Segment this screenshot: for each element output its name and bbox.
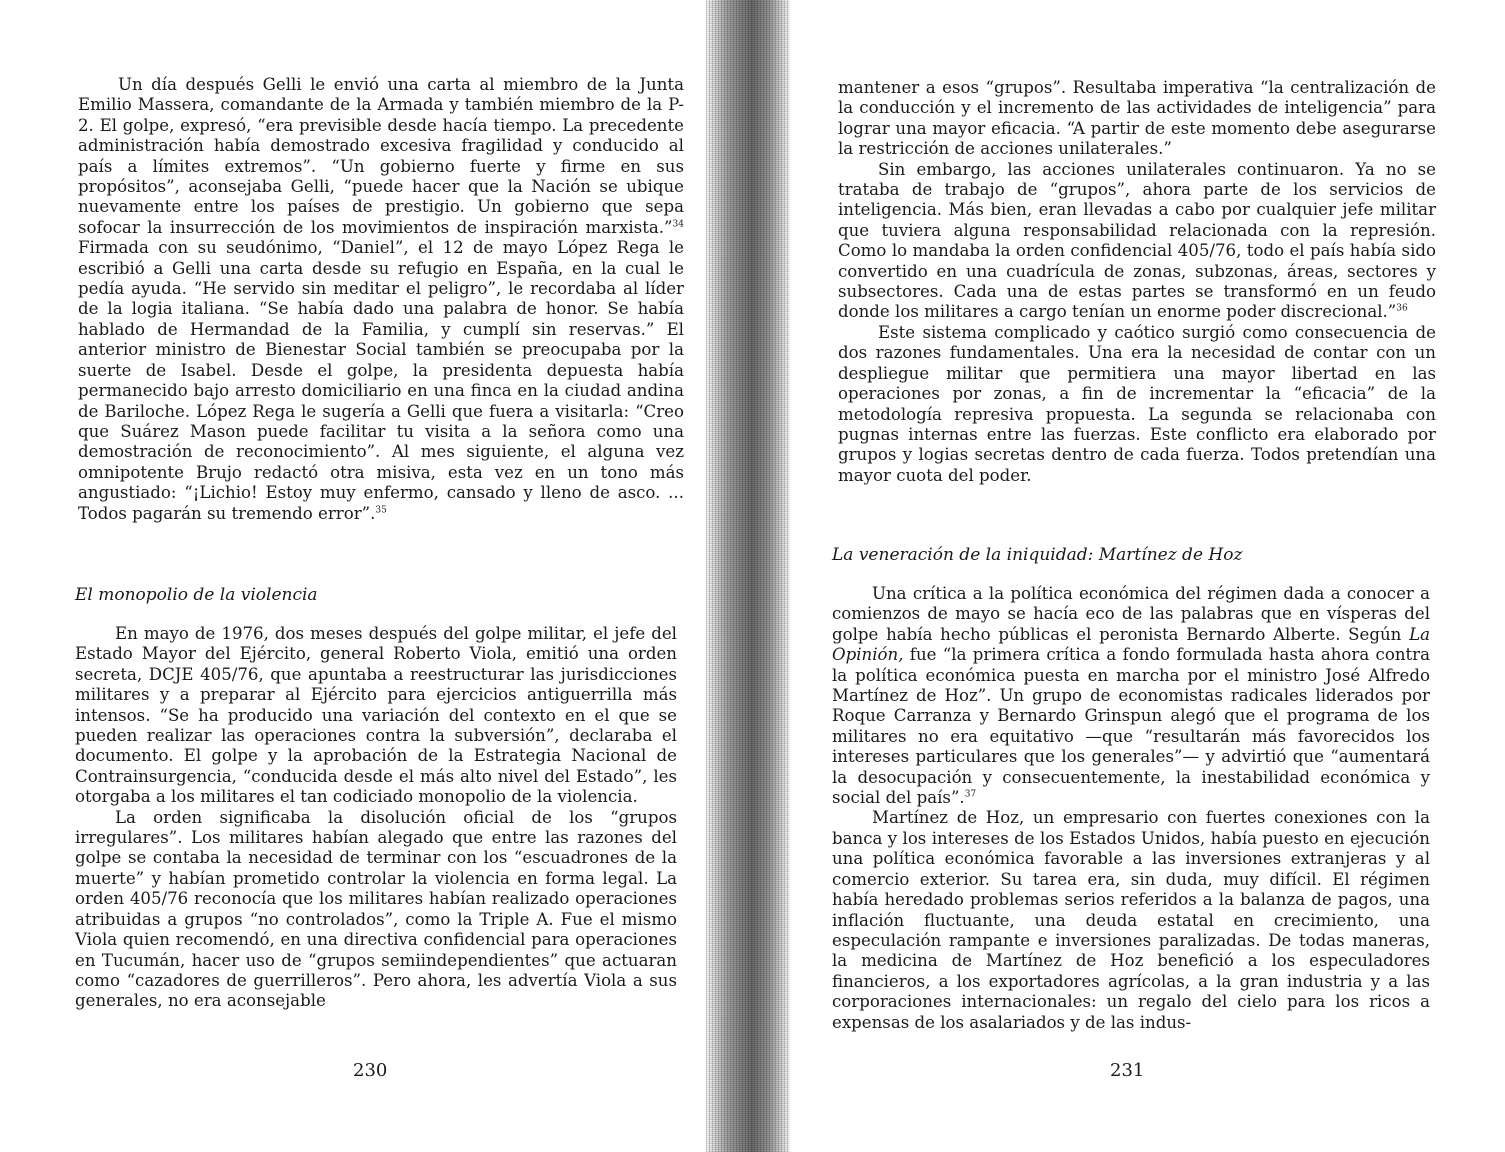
left-page-top-text [78,75,684,524]
footnote-ref-36: 36 [1396,303,1408,314]
footnote-ref-37: 37 [964,789,977,800]
left-paragraph-1-part-a: Un día después Gelli le envió una carta al miembro de la Junta Emilio Massera, comandante de la Armada y también miembro de la P-2. El golpe, expresó, “era previsible desde hacía tiempo. La precedente administración había demostrado excesiva fragilidad y conducido al país a límites extremos”. “Un gobierno fuerte y firme en sus propósitos”, aconsejaba Gelli, “puede hacer que la Nación se ubique nuevamente entre los países de prestigio. Un gobierno que sepa sofocar la insurrección de los movimientos de inspiración marxista.” [78,75,684,237]
newspaper-title-la-opinion: La Opinión, [832,624,1430,665]
right-paragraph-4 [832,584,1430,808]
right-paragraph-3: Este sistema complicado y caótico surgió como consecuencia de dos razones fundamentales. Una era la necesidad de contar con un despliegue militar que permitiera una mayor libertad en las operaciones por zonas, a fin de incrementar la “eficacia” de la metodología represiva propuesta. La segunda se relacionaba con pugnas internas entre las fuerzas. Este conflicto era elaborado por grupos y logias secretas dentro de cada fuerza. Todos pretendían una mayor cuota del poder. [838,322,1436,485]
left-page-bottom-text [75,624,677,1012]
footnote-ref-35: 35 [375,505,387,515]
page-number-right: 231 [1110,1060,1145,1081]
right-paragraph-1: mantener a esos “grupos”. Resultaba imperativa “la centralización de la conducción y el incremento de las actividades de inteligencia” para lograr una mayor eficacia. “A partir de este momento debe asegurarse la restricción de acciones unilaterales.” [838,78,1436,159]
left-paragraph-2: En mayo de 1976, dos meses después del golpe militar, el jefe del Estado Mayor del Ejército, general Roberto Viola, emitió una orden secreta, DCJE 405/76, que apuntaba a reestructurar las jurisdicciones militares y a preparar al Ejército para ejercicios antiguerrilla más intensos. “Se ha producido una variación del contexto en el que se pueden realizar las operaciones contra la subversión”, declaraba el documento. El golpe y la aprobación de la Estrategia Nacional de Contrainsurgencia, “conducida desde el más alto nivel del Estado”, les otorgaba a los militares el tan codiciado monopolio de la violencia. [75,624,677,807]
page-number-left: 230 [353,1060,388,1081]
right-page-top-text [838,78,1436,486]
right-paragraph-2-text: Sin embargo, las acciones unilaterales continuaron. Ya no se trataba de trabajo de “grupos”, ahora parte de los servicios de inteligencia. Más bien, eran llevadas a cabo por cualquier jefe militar que tuviera alguna responsabilidad relacionada con la represión. Como lo mandaba la orden confidencial 405/76, todo el país había sido convertido en una cuadrícula de zonas, subzonas, áreas, sectores y subsectores. Cada una de estas partes se transformó en un feudo donde los militares a cargo tenían un enorme poder discrecional.” [838,159,1436,322]
left-paragraph-1-part-b: Firmada con su seudónimo, “Daniel”, el 12 de mayo López Rega le escribió a Gelli una carta desde su refugio en España, en la cual le pedía ayuda. “He servido sin meditar el peligro”, le recordaba al líder de la logia italiana. “Se había dado una palabra de honor. Se había hablado de Hermandad de la Familia, y cumplí sin reservas.” El anterior ministro de Bienestar Social también se preocupaba por la suerte de Isabel. Desde el golpe, la presidenta depuesta había permanecido bajo arresto domiciliario en una finca en la ciudad andina de Bariloche. López Rega le sugería a Gelli que fuera a visitarla: “Creo que Suárez Mason puede facilitar tu visita a la señora como una demostración de reconocimiento”. Al mes siguiente, el alguna vez omnipotente Brujo redactó otra misiva, esta vez en un tono más angustiado: “¡Lichio! Estoy muy enfermo, cansado y lleno de asco. ... Todos pagarán su tremendo error”. [78,238,684,523]
section-heading-monopolio: El monopolio de la violencia [75,585,318,605]
section-heading-veneracion: La veneración de la iniquidad: Martínez de Hoz [832,545,1243,565]
right-paragraph-2 [838,160,1436,323]
right-page-bottom-text [832,584,1430,1033]
left-paragraph-1 [78,75,684,524]
right-paragraph-4-part-a: Una crítica a la política económica del régimen dada a conocer a comienzos de mayo se hacía eco de las palabras que en vísperas del golpe había hecho públicas el peronista Bernardo Alberte. Según [832,584,1430,644]
left-page [0,0,720,1152]
book-gutter [706,0,790,1152]
right-paragraph-5: Martínez de Hoz, un empresario con fuertes conexiones con la banca y los intereses de los Estados Unidos, había puesto en ejecución una política económica favorable a las inversiones extranjeras y al comercio exterior. Su tarea era, sin duda, muy difícil. El régimen había heredado problemas serios referidos a la balanza de pagos, una inflación fluctuante, una deuda estatal en crecimiento, una especulación rampante e inversiones paralizadas. De todas maneras, la medicina de Martínez de Hoz benefició a los especuladores financieros, a los exportadores agrícolas, a la gran industria y a las corporaciones internacionales: un regalo del cielo para los ricos a expensas de los asalariados y de las indus- [832,808,1430,1032]
footnote-ref-34: 34 [672,219,684,230]
right-paragraph-4-part-b: fue “la primera crítica a fondo formulada hasta ahora contra la política económica puesta en marcha por el ministro José Alfredo Martínez de Hoz”. Un grupo de economistas radicales liderados por Roque Carranza y Bernardo Grinspun alegó que el programa de los militares no era equitativo —que “resultarán más favorecidos los intereses particulares que los generales”— y advirtió que “aumentará la desocupación y consecuentemente, la inestabilidad económica y social del país”. [832,645,1430,808]
left-paragraph-3: La orden significaba la disolución oficial de los “grupos irregulares”. Los militares habían alegado que entre las razones del golpe se contaba la necesidad de terminar con los “escuadrones de la muerte” y habían prometido controlar la violencia en forma legal. La orden 405/76 reconocía que los militares habían realizado operaciones atribuidas a grupos “no controlados”, como la Triple A. Fue el mismo Viola quien recomendó, en una directiva confidencial para operaciones en Tucumán, hacer uso de “grupos semiindependientes” que actuaran como “cazadores de guerrilleros”. Pero ahora, les advertía Viola a sus generales, no era aconsejable [75,807,677,1011]
